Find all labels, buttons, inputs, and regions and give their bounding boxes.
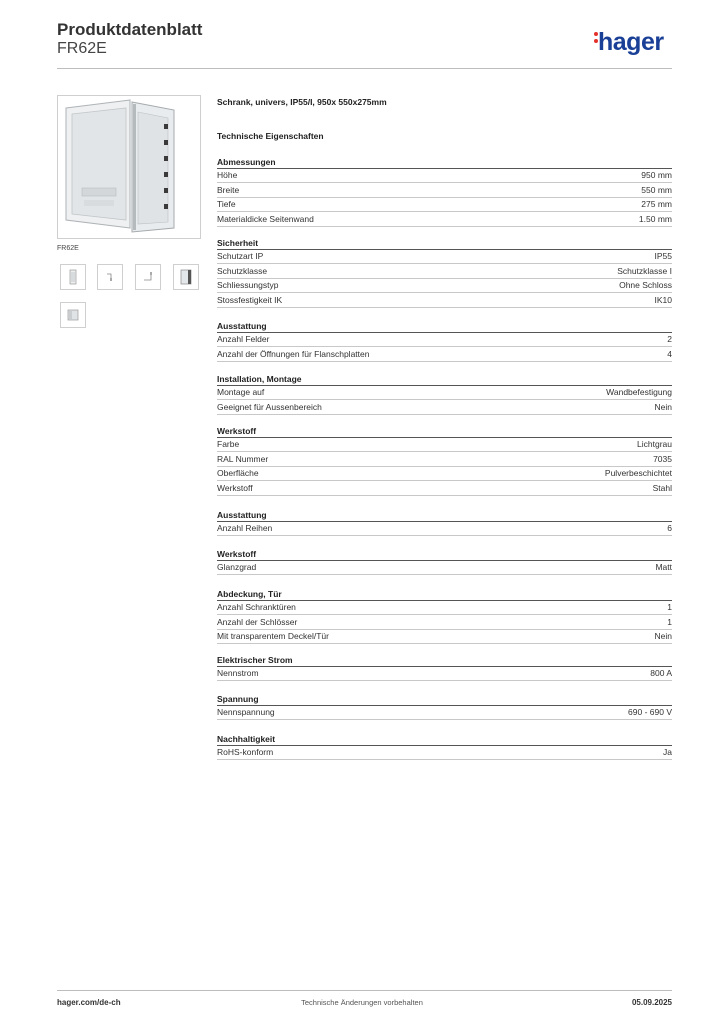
- spec-label: Montage auf: [217, 387, 265, 397]
- mounting-plate-icon: [61, 303, 85, 327]
- spec-row: [217, 561, 672, 575]
- spec-value: Ohne Schloss: [619, 280, 672, 291]
- spec-row: [217, 386, 672, 400]
- spec-row: [217, 198, 672, 212]
- spec-label: RAL Nummer: [217, 453, 269, 464]
- footer-disclaimer: Technische Änderungen vorbehalten: [301, 998, 423, 1007]
- spec-row: [217, 482, 672, 496]
- spec-label: Anzahl Reihen: [217, 523, 273, 533]
- spec-row: [217, 601, 672, 615]
- section-heading: Werkstoff: [217, 549, 257, 559]
- spec-value: 550 mm: [641, 184, 672, 195]
- section-heading: Elektrischer Strom: [217, 655, 293, 665]
- spec-label: Schutzklasse: [217, 265, 268, 276]
- spec-value: 690 - 690 V: [628, 707, 672, 717]
- section-heading: Abmessungen: [217, 157, 276, 167]
- spec-label: Nennspannung: [217, 707, 275, 717]
- section-heading: Spannung: [217, 694, 259, 704]
- logo-text: hager: [598, 28, 664, 56]
- footer-divider: [57, 990, 672, 991]
- cabinet-front-icon: [61, 265, 85, 289]
- spec-row: [217, 348, 672, 362]
- spec-row: [217, 401, 672, 415]
- spec-label: Nennstrom: [217, 668, 259, 678]
- image-caption: FR62E: [57, 245, 79, 252]
- section-heading: Ausstattung: [217, 321, 267, 331]
- spec-row: [217, 184, 672, 198]
- spec-row: [217, 265, 672, 279]
- spec-label: Tiefe: [217, 199, 236, 210]
- product-image[interactable]: [57, 95, 201, 239]
- spec-value: 950 mm: [641, 170, 672, 180]
- spec-row: [217, 453, 672, 467]
- spec-value: Wandbefestigung: [606, 387, 672, 397]
- spec-row: [217, 522, 672, 536]
- spec-label: Werkstoff: [217, 482, 253, 493]
- product-title: Schrank, univers, IP55/I, 950x 550x275mm: [217, 97, 387, 107]
- spec-value: 2: [667, 334, 672, 344]
- thumbnail-4[interactable]: [173, 264, 199, 290]
- wall-bracket-icon: [136, 265, 160, 289]
- cabinet-image-icon: [58, 96, 200, 238]
- spec-label: Farbe: [217, 439, 240, 449]
- spec-value: Schutzklasse I: [617, 265, 672, 276]
- spec-label: Materialdicke Seitenwand: [217, 213, 314, 224]
- spec-value: 1: [667, 602, 672, 612]
- spec-value: Pulverbeschichtet: [604, 468, 672, 479]
- spec-label: Anzahl der Öffnungen für Flanschplatten: [217, 348, 370, 359]
- spec-row: [217, 294, 672, 308]
- spec-row: [217, 630, 672, 644]
- spec-label: Oberfläche: [217, 468, 259, 479]
- mounting-bracket-icon: [98, 265, 122, 289]
- spec-label: Glanzgrad: [217, 562, 257, 572]
- spec-label: Anzahl Schranktüren: [217, 602, 296, 612]
- cabinet-door-icon: [174, 265, 198, 289]
- spec-label: Anzahl der Schlösser: [217, 616, 298, 627]
- spec-row: [217, 467, 672, 481]
- spec-value: IP55: [654, 251, 672, 261]
- spec-value: Ja: [663, 747, 672, 757]
- spec-label: Stossfestigkeit IK: [217, 294, 283, 305]
- spec-label: RoHS-konform: [217, 747, 274, 757]
- spec-label: Mit transparentem Deckel/Tür: [217, 631, 329, 642]
- section-heading: Abdeckung, Tür: [217, 589, 282, 599]
- spec-row: [217, 616, 672, 630]
- spec-row: [217, 706, 672, 720]
- spec-value: 1.50 mm: [638, 213, 672, 224]
- spec-value: 6: [667, 523, 672, 533]
- section-heading: Ausstattung: [217, 510, 267, 520]
- section-heading: Werkstoff: [217, 426, 257, 436]
- spec-label: Breite: [217, 184, 240, 195]
- footer-link[interactable]: hager.com/de-ch: [57, 998, 121, 1007]
- hager-logo[interactable]: [594, 28, 664, 57]
- header-divider: [57, 68, 672, 69]
- spec-row: [217, 213, 672, 227]
- spec-row: [217, 279, 672, 293]
- spec-value: Matt: [655, 562, 672, 572]
- spec-value: 1: [667, 616, 672, 627]
- section-heading: Sicherheit: [217, 238, 259, 248]
- thumbnail-3[interactable]: [135, 264, 161, 290]
- spec-value: Stahl: [652, 482, 672, 493]
- spec-value: Nein: [654, 401, 672, 412]
- spec-value: Lichtgrau: [637, 439, 672, 449]
- section-heading: Nachhaltigkeit: [217, 734, 276, 744]
- spec-row: [217, 438, 672, 452]
- thumbnail-5[interactable]: [60, 302, 86, 328]
- spec-label: Höhe: [217, 170, 238, 180]
- product-code: FR62E: [57, 40, 107, 57]
- thumbnail-1[interactable]: [60, 264, 86, 290]
- technical-properties-heading: Technische Eigenschaften: [217, 131, 324, 141]
- spec-value: 275 mm: [641, 199, 672, 210]
- spec-label: Schutzart IP: [217, 251, 264, 261]
- spec-value: 4: [667, 348, 672, 359]
- section-heading: Installation, Montage: [217, 374, 302, 384]
- spec-row: [217, 746, 672, 760]
- page-title: Produktdatenblatt: [57, 20, 203, 39]
- spec-value: 7035: [653, 453, 672, 464]
- spec-row: [217, 333, 672, 347]
- spec-label: Anzahl Felder: [217, 334, 270, 344]
- spec-value: IK10: [654, 294, 672, 305]
- spec-row: [217, 667, 672, 681]
- footer-date: 05.09.2025: [631, 998, 672, 1007]
- spec-row: [217, 169, 672, 183]
- spec-label: Geeignet für Aussenbereich: [217, 401, 322, 412]
- spec-value: Nein: [654, 631, 672, 642]
- spec-value: 800 A: [650, 668, 672, 678]
- spec-label: Schliessungstyp: [217, 280, 279, 291]
- thumbnail-2[interactable]: [97, 264, 123, 290]
- spec-row: [217, 250, 672, 264]
